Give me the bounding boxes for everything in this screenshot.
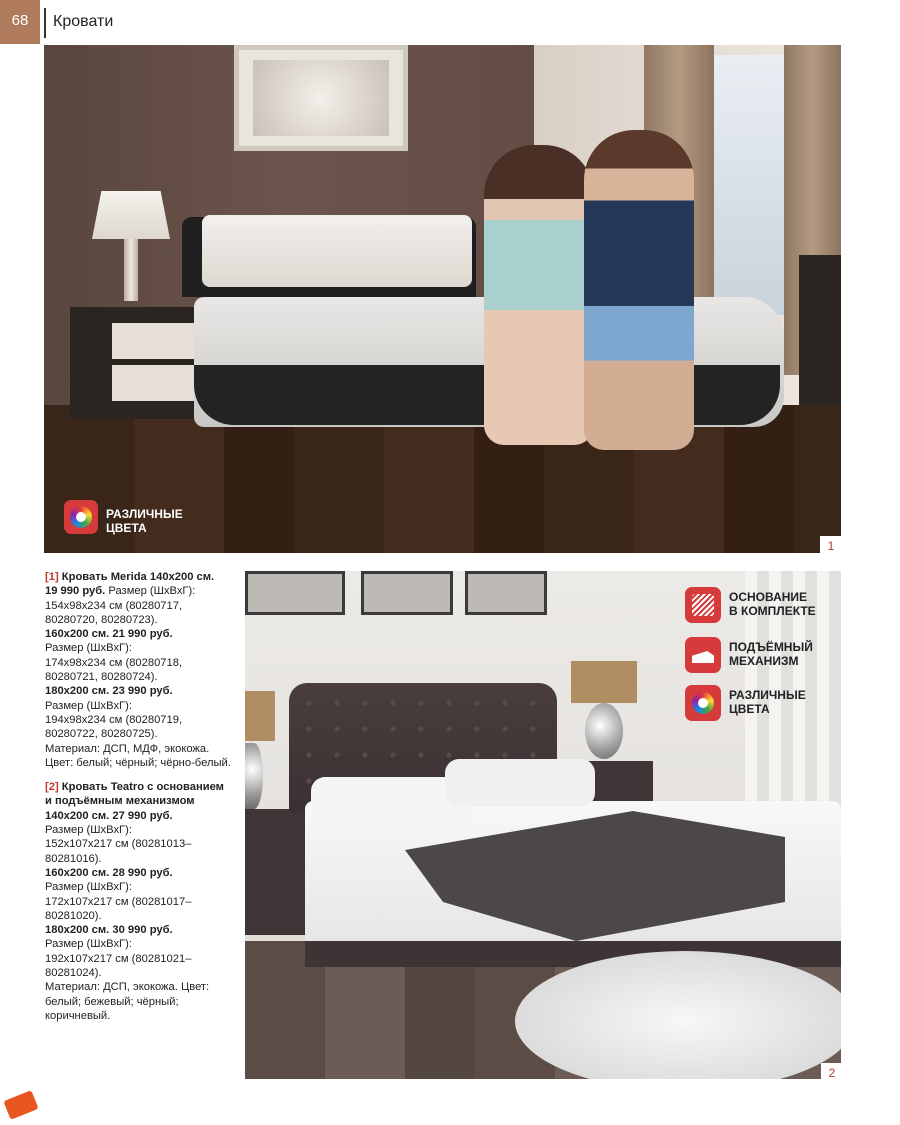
product-photo-merida[interactable]: [44, 45, 841, 553]
product-title: Кровать Merida 140х200 см.: [61, 571, 215, 583]
size-value: 172х107х217 см (80281017–80281020).: [45, 895, 192, 922]
feature-line: МЕХАНИЗМ: [729, 654, 799, 668]
lamp-shade: [571, 661, 637, 703]
size-value: 152х107х217 см (80281013–80281016).: [45, 838, 192, 865]
page-number: 68: [11, 12, 29, 29]
product-title: Кровать Teatro с основанием и подъёмным механизмом 140х200 см. 27 990 руб.: [45, 781, 224, 822]
nightstand: [245, 809, 307, 935]
wall-picture: [234, 45, 408, 151]
nightstand-drawer: [112, 365, 194, 401]
feature-label: [729, 640, 841, 668]
pillow: [445, 759, 595, 807]
lamp-shade: [245, 691, 275, 741]
photo-number-1: 1: [820, 536, 842, 556]
size-label: Размер (ШхВхГ):: [45, 881, 132, 894]
size-value: 174х98х234 см (80280718, 80280721, 80280724).: [45, 656, 183, 684]
lamp-base: [585, 703, 623, 759]
size-label: Размер (ШхВхГ):: [105, 585, 196, 598]
size-value: 194х98х234 см (80280719, 80280722, 80280725).: [45, 713, 183, 741]
product-descriptions: [45, 570, 233, 1033]
bed-headboard-cushion: [202, 215, 472, 287]
nightstand-drawer: [112, 323, 194, 359]
wall-picture: [361, 571, 453, 615]
variant-title: 180х200 см. 23 990 руб.: [45, 685, 173, 698]
feature-line: ПОДЪЁМНЫЙ: [729, 640, 813, 654]
feature-line: ЦВЕТА: [729, 702, 770, 716]
feature-line: ОСНОВАНИЕ: [729, 590, 808, 604]
color-wheel-icon: [64, 500, 98, 534]
store-logo[interactable]: [3, 1090, 38, 1120]
lift-mechanism-icon: [685, 637, 721, 673]
product-price: 19 990 руб.: [45, 585, 106, 598]
badge-line: РАЗЛИЧНЫЕ: [106, 507, 183, 521]
colors: Цвет: белый; чёрный; чёрно-белый.: [45, 756, 231, 769]
variant-title: 160х200 см. 21 990 руб.: [45, 628, 173, 641]
model-woman: [484, 145, 594, 445]
nightstand: [70, 307, 196, 419]
feature-label: [729, 688, 841, 716]
variant-title: 160х200 см. 28 990 руб.: [45, 866, 173, 879]
badge-line: ЦВЕТА: [106, 521, 147, 535]
feature-label: [729, 590, 841, 618]
size-label: Размер (ШхВхГ):: [45, 824, 132, 837]
header-divider: [44, 8, 46, 38]
material-colors: Материал: ДСП, экокожа. Цвет: белый; бежевый; чёрный; коричневый.: [45, 981, 210, 1022]
model-man: [584, 130, 694, 450]
lamp-shade: [92, 191, 170, 239]
base-included-icon: [685, 587, 721, 623]
product-teatro: [45, 780, 233, 1023]
various-colors-label: [106, 507, 206, 535]
product-ref: [1]: [45, 571, 59, 583]
wall-picture: [465, 571, 547, 615]
product-merida: [45, 570, 233, 770]
lamp-base: [245, 743, 263, 809]
lamp-base: [124, 239, 138, 301]
material: Материал: ДСП, МДФ, экокожа.: [45, 742, 210, 755]
size-label: Размер (ШхВхГ):: [45, 699, 132, 712]
size-label: Размер (ШхВхГ):: [45, 642, 132, 655]
product-ref: [2]: [45, 781, 59, 794]
section-title: Кровати: [53, 13, 114, 30]
wall-picture: [245, 571, 345, 615]
color-wheel-icon: [685, 685, 721, 721]
size-value: 192х107х217 см (80281021–80281024).: [45, 952, 192, 980]
photo-number-2: 2: [821, 1063, 843, 1083]
product-photo-teatro[interactable]: [245, 571, 841, 1079]
feature-line: РАЗЛИЧНЫЕ: [729, 688, 806, 702]
feature-line: В КОМПЛЕКТЕ: [729, 604, 816, 618]
variant-title: 180х200 см. 30 990 руб.: [45, 924, 173, 937]
size-value: 154х98х234 см (80280717, 80280720, 80280723).: [45, 599, 183, 626]
size-label: Размер (ШхВхГ):: [45, 938, 132, 951]
photo-window: [714, 55, 784, 315]
chest-of-drawers: [799, 255, 841, 405]
